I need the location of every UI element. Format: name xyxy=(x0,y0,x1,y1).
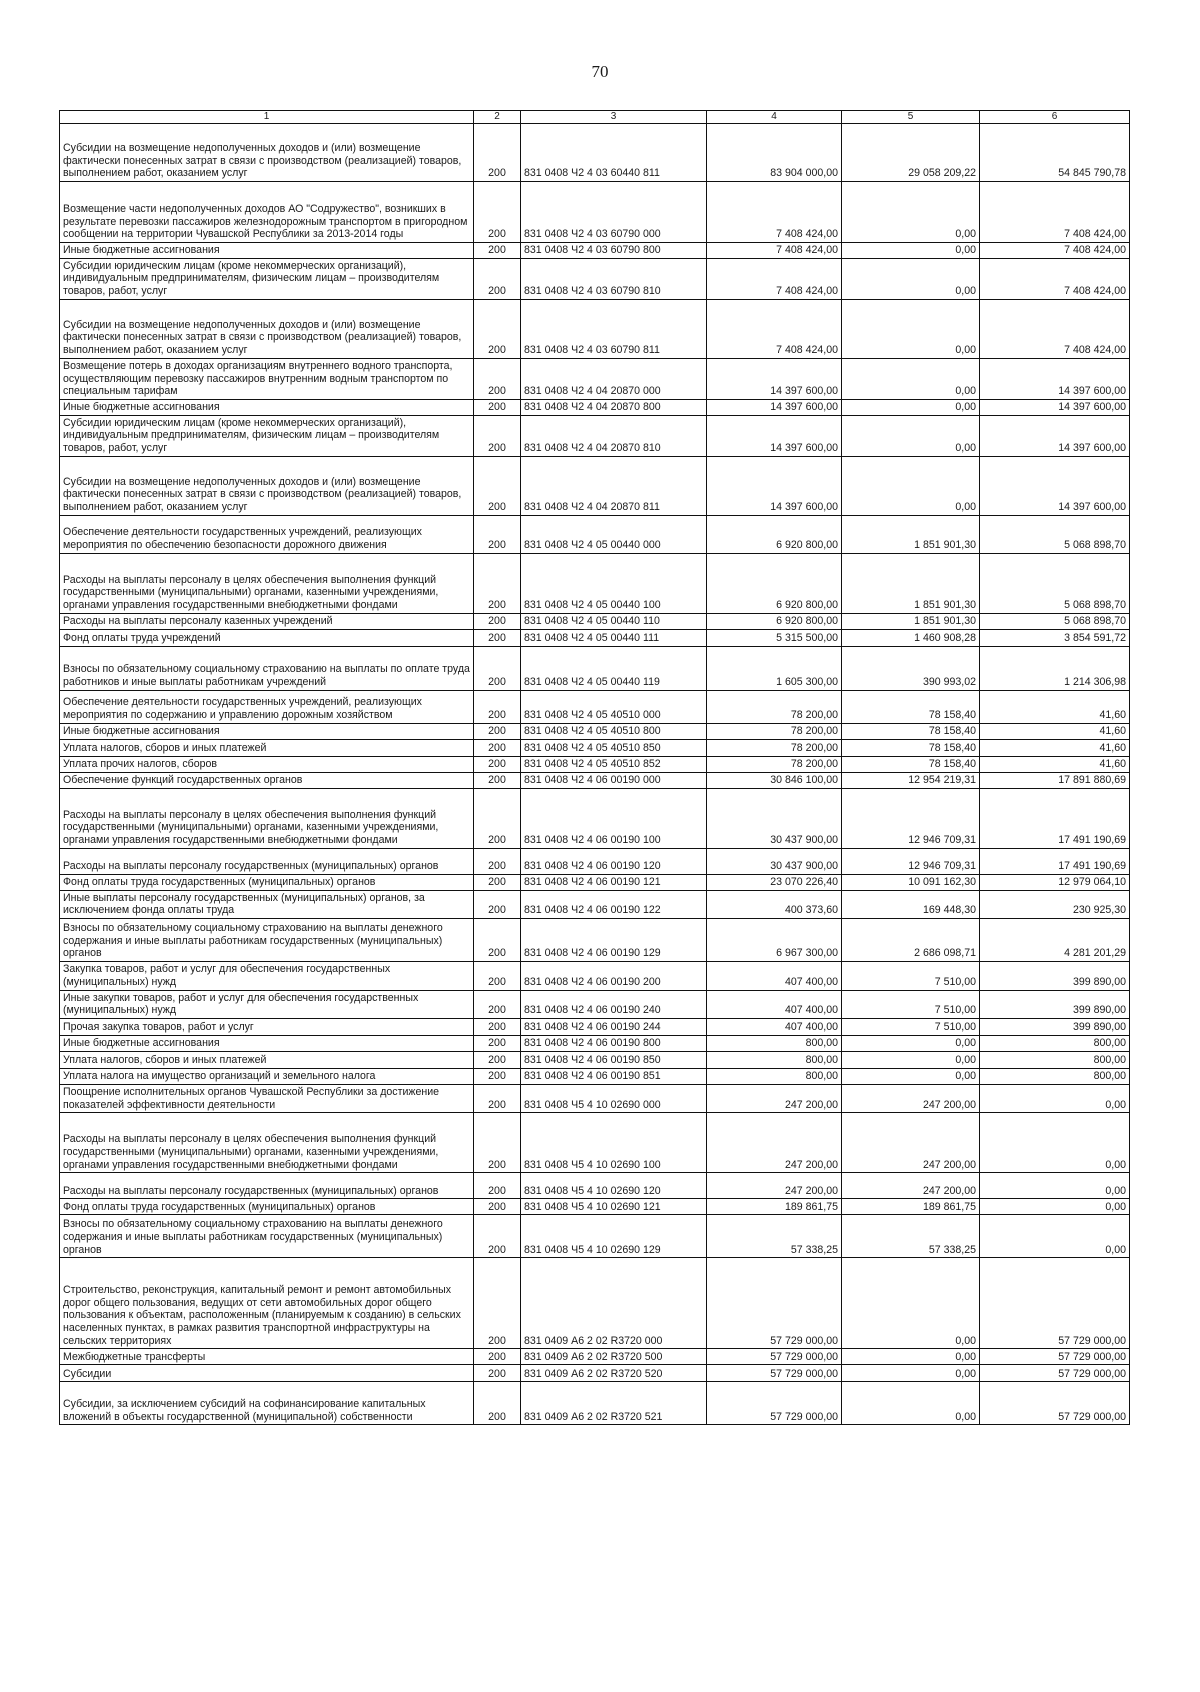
budget-classification-code: 831 0409 А6 2 02 R3720 000 xyxy=(521,1258,707,1349)
row-name: Фонд оплаты труда государственных (муниципальных) органов xyxy=(60,874,474,890)
row-name: Расходы на выплаты персоналу казенных учреждений xyxy=(60,613,474,629)
row-code: 200 xyxy=(474,772,521,788)
remaining-amount: 0,00 xyxy=(980,1173,1130,1199)
row-name: Субсидии на возмещение недополученных доходов и (или) возмещение фактически понесенных затрат в связи с производством (реализацией) товаров, выполнением работ, оказанием услуг xyxy=(60,299,474,358)
remaining-amount: 7 408 424,00 xyxy=(980,299,1130,358)
remaining-amount: 230 925,30 xyxy=(980,890,1130,918)
executed-amount: 0,00 xyxy=(842,182,980,243)
row-code: 200 xyxy=(474,919,521,962)
row-name: Обеспечение деятельности государственных учреждений, реализующих мероприятия по обеспечению безопасности дорожного движения xyxy=(60,515,474,553)
row-name: Уплата налогов, сборов и иных платежей xyxy=(60,739,474,756)
row-name: Субсидии на возмещение недополученных доходов и (или) возмещение фактически понесенных затрат в связи с производством (реализацией) товаров, выполнением работ, оказанием услуг xyxy=(60,456,474,515)
row-code: 200 xyxy=(474,1051,521,1068)
column-header-1: 1 xyxy=(60,111,474,124)
budget-classification-code: 831 0408 Ч2 4 05 40510 850 xyxy=(521,739,707,756)
row-code: 200 xyxy=(474,990,521,1018)
executed-amount: 12 954 219,31 xyxy=(842,772,980,788)
approved-amount: 247 200,00 xyxy=(707,1113,842,1173)
approved-amount: 14 397 600,00 xyxy=(707,456,842,515)
executed-amount: 12 946 709,31 xyxy=(842,848,980,874)
table-header-row xyxy=(60,111,1130,124)
executed-amount: 0,00 xyxy=(842,258,980,299)
row-code: 200 xyxy=(474,646,521,690)
budget-classification-code: 831 0408 Ч2 4 05 00440 111 xyxy=(521,629,707,646)
budget-classification-code: 831 0408 Ч5 4 10 02690 120 xyxy=(521,1173,707,1199)
executed-amount: 0,00 xyxy=(842,399,980,415)
executed-amount: 0,00 xyxy=(842,243,980,259)
row-name: Обеспечение функций государственных органов xyxy=(60,772,474,788)
budget-classification-code: 831 0409 А6 2 02 R3720 500 xyxy=(521,1349,707,1365)
remaining-amount: 5 068 898,70 xyxy=(980,515,1130,553)
remaining-amount: 41,60 xyxy=(980,756,1130,772)
budget-table xyxy=(59,110,1130,1425)
table-row xyxy=(60,258,1130,299)
row-name: Расходы на выплаты персоналу в целях обеспечения выполнения функций государственными (муниципальными) органами, казенными учреждениями, органами управления государственными внебюджетными фондами xyxy=(60,788,474,848)
row-name: Прочая закупка товаров, работ и услуг xyxy=(60,1018,474,1035)
budget-classification-code: 831 0408 Ч2 4 05 00440 100 xyxy=(521,553,707,613)
executed-amount: 78 158,40 xyxy=(842,723,980,739)
executed-amount: 0,00 xyxy=(842,1035,980,1051)
approved-amount: 57 729 000,00 xyxy=(707,1258,842,1349)
executed-amount: 2 686 098,71 xyxy=(842,919,980,962)
row-name: Иные бюджетные ассигнования xyxy=(60,723,474,739)
table-row xyxy=(60,756,1130,772)
remaining-amount: 800,00 xyxy=(980,1051,1130,1068)
remaining-amount: 5 068 898,70 xyxy=(980,553,1130,613)
approved-amount: 78 200,00 xyxy=(707,723,842,739)
column-header-6: 6 xyxy=(980,111,1130,124)
row-code: 200 xyxy=(474,182,521,243)
table-row xyxy=(60,962,1130,990)
approved-amount: 78 200,00 xyxy=(707,739,842,756)
approved-amount: 83 904 000,00 xyxy=(707,124,842,182)
approved-amount: 57 729 000,00 xyxy=(707,1349,842,1365)
executed-amount: 0,00 xyxy=(842,415,980,456)
budget-classification-code: 831 0408 Ч2 4 05 00440 119 xyxy=(521,646,707,690)
table-row xyxy=(60,1068,1130,1084)
executed-amount: 0,00 xyxy=(842,1349,980,1365)
row-name: Иные бюджетные ассигнования xyxy=(60,399,474,415)
column-header-2: 2 xyxy=(474,111,521,124)
row-name: Расходы на выплаты персоналу государственных (муниципальных) органов xyxy=(60,1173,474,1199)
table-row xyxy=(60,1035,1130,1051)
table-row xyxy=(60,788,1130,848)
remaining-amount: 14 397 600,00 xyxy=(980,456,1130,515)
budget-classification-code: 831 0408 Ч2 4 04 20870 810 xyxy=(521,415,707,456)
approved-amount: 800,00 xyxy=(707,1051,842,1068)
row-name: Иные закупки товаров, работ и услуг для обеспечения государственных (муниципальных) нужд xyxy=(60,990,474,1018)
row-name: Фонд оплаты труда государственных (муниципальных) органов xyxy=(60,1199,474,1215)
table-row xyxy=(60,515,1130,553)
row-code: 200 xyxy=(474,1199,521,1215)
table-row xyxy=(60,399,1130,415)
column-header-5: 5 xyxy=(842,111,980,124)
row-name: Фонд оплаты труда учреждений xyxy=(60,629,474,646)
approved-amount: 30 437 900,00 xyxy=(707,848,842,874)
budget-classification-code: 831 0409 А6 2 02 R3720 521 xyxy=(521,1382,707,1425)
row-code: 200 xyxy=(474,723,521,739)
approved-amount: 78 200,00 xyxy=(707,756,842,772)
row-name: Возмещение потерь в доходах организациям внутреннего водного транспорта, осуществляющим перевозку пассажиров внутренним водным транспортом по специальным тарифам xyxy=(60,358,474,399)
approved-amount: 7 408 424,00 xyxy=(707,182,842,243)
remaining-amount: 12 979 064,10 xyxy=(980,874,1130,890)
remaining-amount: 14 397 600,00 xyxy=(980,399,1130,415)
executed-amount: 1 851 901,30 xyxy=(842,553,980,613)
row-code: 200 xyxy=(474,739,521,756)
table-row xyxy=(60,613,1130,629)
table-row xyxy=(60,1365,1130,1382)
remaining-amount: 57 729 000,00 xyxy=(980,1365,1130,1382)
budget-classification-code: 831 0408 Ч2 4 03 60790 811 xyxy=(521,299,707,358)
budget-classification-code: 831 0408 Ч2 4 05 00440 110 xyxy=(521,613,707,629)
remaining-amount: 399 890,00 xyxy=(980,990,1130,1018)
budget-classification-code: 831 0409 А6 2 02 R3720 520 xyxy=(521,1365,707,1382)
budget-classification-code: 831 0408 Ч5 4 10 02690 000 xyxy=(521,1084,707,1112)
approved-amount: 407 400,00 xyxy=(707,962,842,990)
row-code: 200 xyxy=(474,515,521,553)
remaining-amount: 7 408 424,00 xyxy=(980,243,1130,259)
row-name: Возмещение части недополученных доходов АО "Содружество", возникших в результате перевозки пассажиров железнодорожным транспортом в пригородном сообщении на территории Чувашской Республики за 2013-2014 годы xyxy=(60,182,474,243)
executed-amount: 169 448,30 xyxy=(842,890,980,918)
approved-amount: 14 397 600,00 xyxy=(707,415,842,456)
row-code: 200 xyxy=(474,358,521,399)
table-row xyxy=(60,1018,1130,1035)
row-code: 200 xyxy=(474,1018,521,1035)
table-row xyxy=(60,646,1130,690)
column-header-4: 4 xyxy=(707,111,842,124)
table-row xyxy=(60,1349,1130,1365)
row-name: Межбюджетные трансферты xyxy=(60,1349,474,1365)
executed-amount: 78 158,40 xyxy=(842,739,980,756)
remaining-amount: 0,00 xyxy=(980,1084,1130,1112)
approved-amount: 6 920 800,00 xyxy=(707,515,842,553)
budget-classification-code: 831 0408 Ч2 4 06 00190 244 xyxy=(521,1018,707,1035)
executed-amount: 247 200,00 xyxy=(842,1173,980,1199)
approved-amount: 407 400,00 xyxy=(707,990,842,1018)
row-name: Расходы на выплаты персоналу в целях обеспечения выполнения функций государственными (муниципальными) органами, казенными учреждениями, органами управления государственными внебюджетными фондами xyxy=(60,553,474,613)
executed-amount: 7 510,00 xyxy=(842,962,980,990)
approved-amount: 189 861,75 xyxy=(707,1199,842,1215)
table-row xyxy=(60,848,1130,874)
row-code: 200 xyxy=(474,258,521,299)
table-row xyxy=(60,299,1130,358)
remaining-amount: 0,00 xyxy=(980,1199,1130,1215)
remaining-amount: 41,60 xyxy=(980,690,1130,723)
row-name: Расходы на выплаты персоналу в целях обеспечения выполнения функций государственными (муниципальными) органами, казенными учреждениями, органами управления государственными внебюджетными фондами xyxy=(60,1113,474,1173)
row-name: Обеспечение деятельности государственных учреждений, реализующих мероприятия по содержанию и управлению дорожным хозяйством xyxy=(60,690,474,723)
row-name: Поощрение исполнительных органов Чувашской Республики за достижение показателей эффективности деятельности xyxy=(60,1084,474,1112)
budget-classification-code: 831 0408 Ч2 4 06 00190 850 xyxy=(521,1051,707,1068)
table-row xyxy=(60,1113,1130,1173)
row-code: 200 xyxy=(474,690,521,723)
row-code: 200 xyxy=(474,1113,521,1173)
row-name: Субсидии юридическим лицам (кроме некоммерческих организаций), индивидуальным предпринимателям, физическим лицам – производителям товаров, работ, услуг xyxy=(60,415,474,456)
row-name: Уплата прочих налогов, сборов xyxy=(60,756,474,772)
budget-classification-code: 831 0408 Ч2 4 05 40510 800 xyxy=(521,723,707,739)
approved-amount: 400 373,60 xyxy=(707,890,842,918)
approved-amount: 78 200,00 xyxy=(707,690,842,723)
approved-amount: 57 729 000,00 xyxy=(707,1382,842,1425)
executed-amount: 0,00 xyxy=(842,1365,980,1382)
row-name: Субсидии, за исключением субсидий на софинансирование капитальных вложений в объекты государственной (муниципальной) собственности xyxy=(60,1382,474,1425)
remaining-amount: 800,00 xyxy=(980,1035,1130,1051)
row-name: Уплата налогов, сборов и иных платежей xyxy=(60,1051,474,1068)
executed-amount: 1 851 901,30 xyxy=(842,515,980,553)
row-code: 200 xyxy=(474,124,521,182)
budget-classification-code: 831 0408 Ч5 4 10 02690 100 xyxy=(521,1113,707,1173)
budget-classification-code: 831 0408 Ч2 4 05 00440 000 xyxy=(521,515,707,553)
executed-amount: 189 861,75 xyxy=(842,1199,980,1215)
row-name: Субсидии xyxy=(60,1365,474,1382)
row-name: Иные выплаты персоналу государственных (муниципальных) органов, за исключением фонда оплаты труда xyxy=(60,890,474,918)
remaining-amount: 17 491 190,69 xyxy=(980,788,1130,848)
table-row xyxy=(60,553,1130,613)
remaining-amount: 54 845 790,78 xyxy=(980,124,1130,182)
approved-amount: 30 846 100,00 xyxy=(707,772,842,788)
approved-amount: 6 920 800,00 xyxy=(707,553,842,613)
table-row xyxy=(60,629,1130,646)
remaining-amount: 7 408 424,00 xyxy=(980,258,1130,299)
table-row xyxy=(60,1199,1130,1215)
executed-amount: 78 158,40 xyxy=(842,690,980,723)
executed-amount: 247 200,00 xyxy=(842,1084,980,1112)
approved-amount: 247 200,00 xyxy=(707,1084,842,1112)
executed-amount: 1 851 901,30 xyxy=(842,613,980,629)
approved-amount: 1 605 300,00 xyxy=(707,646,842,690)
budget-classification-code: 831 0408 Ч2 4 06 00190 240 xyxy=(521,990,707,1018)
table-row xyxy=(60,1382,1130,1425)
executed-amount: 247 200,00 xyxy=(842,1113,980,1173)
budget-classification-code: 831 0408 Ч2 4 04 20870 800 xyxy=(521,399,707,415)
row-code: 200 xyxy=(474,456,521,515)
table-row xyxy=(60,690,1130,723)
executed-amount: 0,00 xyxy=(842,456,980,515)
page-number: 70 xyxy=(591,62,609,81)
budget-classification-code: 831 0408 Ч2 4 03 60790 800 xyxy=(521,243,707,259)
remaining-amount: 57 729 000,00 xyxy=(980,1382,1130,1425)
remaining-amount: 3 854 591,72 xyxy=(980,629,1130,646)
remaining-amount: 4 281 201,29 xyxy=(980,919,1130,962)
executed-amount: 10 091 162,30 xyxy=(842,874,980,890)
executed-amount: 0,00 xyxy=(842,1382,980,1425)
row-code: 200 xyxy=(474,890,521,918)
row-code: 200 xyxy=(474,629,521,646)
table-row xyxy=(60,874,1130,890)
budget-classification-code: 831 0408 Ч2 4 05 40510 000 xyxy=(521,690,707,723)
approved-amount: 14 397 600,00 xyxy=(707,358,842,399)
column-header-3: 3 xyxy=(521,111,707,124)
row-code: 200 xyxy=(474,788,521,848)
row-code: 200 xyxy=(474,399,521,415)
budget-classification-code: 831 0408 Ч2 4 03 60440 811 xyxy=(521,124,707,182)
remaining-amount: 399 890,00 xyxy=(980,962,1130,990)
budget-classification-code: 831 0408 Ч2 4 06 00190 200 xyxy=(521,962,707,990)
approved-amount: 23 070 226,40 xyxy=(707,874,842,890)
approved-amount: 6 920 800,00 xyxy=(707,613,842,629)
table-row xyxy=(60,1084,1130,1112)
row-code: 200 xyxy=(474,1084,521,1112)
executed-amount: 7 510,00 xyxy=(842,990,980,1018)
budget-classification-code: 831 0408 Ч2 4 06 00190 122 xyxy=(521,890,707,918)
remaining-amount: 800,00 xyxy=(980,1068,1130,1084)
budget-classification-code: 831 0408 Ч2 4 06 00190 120 xyxy=(521,848,707,874)
executed-amount: 1 460 908,28 xyxy=(842,629,980,646)
budget-classification-code: 831 0408 Ч2 4 06 00190 129 xyxy=(521,919,707,962)
table-row xyxy=(60,990,1130,1018)
row-code: 200 xyxy=(474,1258,521,1349)
budget-classification-code: 831 0408 Ч5 4 10 02690 121 xyxy=(521,1199,707,1215)
remaining-amount: 41,60 xyxy=(980,723,1130,739)
budget-classification-code: 831 0408 Ч2 4 04 20870 811 xyxy=(521,456,707,515)
executed-amount: 0,00 xyxy=(842,1051,980,1068)
table-row xyxy=(60,456,1130,515)
remaining-amount: 57 729 000,00 xyxy=(980,1349,1130,1365)
remaining-amount: 0,00 xyxy=(980,1215,1130,1258)
row-name: Иные бюджетные ассигнования xyxy=(60,243,474,259)
remaining-amount: 1 214 306,98 xyxy=(980,646,1130,690)
approved-amount: 800,00 xyxy=(707,1035,842,1051)
executed-amount: 390 993,02 xyxy=(842,646,980,690)
row-name: Уплата налога на имущество организаций и земельного налога xyxy=(60,1068,474,1084)
row-code: 200 xyxy=(474,756,521,772)
budget-classification-code: 831 0408 Ч2 4 06 00190 000 xyxy=(521,772,707,788)
table-row xyxy=(60,415,1130,456)
table-row xyxy=(60,890,1130,918)
approved-amount: 7 408 424,00 xyxy=(707,258,842,299)
approved-amount: 57 729 000,00 xyxy=(707,1365,842,1382)
budget-classification-code: 831 0408 Ч2 4 06 00190 121 xyxy=(521,874,707,890)
table-row xyxy=(60,1215,1130,1258)
row-code: 200 xyxy=(474,1365,521,1382)
approved-amount: 800,00 xyxy=(707,1068,842,1084)
budget-classification-code: 831 0408 Ч2 4 06 00190 100 xyxy=(521,788,707,848)
approved-amount: 5 315 500,00 xyxy=(707,629,842,646)
row-code: 200 xyxy=(474,874,521,890)
table-row xyxy=(60,739,1130,756)
row-code: 200 xyxy=(474,1068,521,1084)
approved-amount: 7 408 424,00 xyxy=(707,299,842,358)
row-name: Взносы по обязательному социальному страхованию на выплаты денежного содержания и иные выплаты работникам государственных (муниципальных) органов xyxy=(60,919,474,962)
budget-classification-code: 831 0408 Ч2 4 03 60790 810 xyxy=(521,258,707,299)
row-code: 200 xyxy=(474,962,521,990)
row-code: 200 xyxy=(474,1349,521,1365)
budget-classification-code: 831 0408 Ч2 4 06 00190 851 xyxy=(521,1068,707,1084)
remaining-amount: 0,00 xyxy=(980,1113,1130,1173)
remaining-amount: 399 890,00 xyxy=(980,1018,1130,1035)
budget-classification-code: 831 0408 Ч2 4 04 20870 000 xyxy=(521,358,707,399)
approved-amount: 7 408 424,00 xyxy=(707,243,842,259)
row-code: 200 xyxy=(474,1215,521,1258)
executed-amount: 7 510,00 xyxy=(842,1018,980,1035)
approved-amount: 14 397 600,00 xyxy=(707,399,842,415)
row-code: 200 xyxy=(474,1035,521,1051)
approved-amount: 57 338,25 xyxy=(707,1215,842,1258)
row-code: 200 xyxy=(474,613,521,629)
executed-amount: 78 158,40 xyxy=(842,756,980,772)
row-code: 200 xyxy=(474,1382,521,1425)
row-name: Расходы на выплаты персоналу государственных (муниципальных) органов xyxy=(60,848,474,874)
remaining-amount: 14 397 600,00 xyxy=(980,415,1130,456)
budget-classification-code: 831 0408 Ч2 4 03 60790 000 xyxy=(521,182,707,243)
budget-classification-code: 831 0408 Ч5 4 10 02690 129 xyxy=(521,1215,707,1258)
table-row xyxy=(60,1051,1130,1068)
remaining-amount: 57 729 000,00 xyxy=(980,1258,1130,1349)
table-row xyxy=(60,1173,1130,1199)
row-code: 200 xyxy=(474,1173,521,1199)
executed-amount: 29 058 209,22 xyxy=(842,124,980,182)
table-row xyxy=(60,723,1130,739)
remaining-amount: 17 491 190,69 xyxy=(980,848,1130,874)
approved-amount: 6 967 300,00 xyxy=(707,919,842,962)
remaining-amount: 41,60 xyxy=(980,739,1130,756)
row-name: Закупка товаров, работ и услуг для обеспечения государственных (муниципальных) нужд xyxy=(60,962,474,990)
table-row xyxy=(60,772,1130,788)
remaining-amount: 5 068 898,70 xyxy=(980,613,1130,629)
executed-amount: 0,00 xyxy=(842,299,980,358)
executed-amount: 57 338,25 xyxy=(842,1215,980,1258)
budget-classification-code: 831 0408 Ч2 4 05 40510 852 xyxy=(521,756,707,772)
row-name: Взносы по обязательному социальному страхованию на выплаты по оплате труда работников и иные выплаты работникам учреждений xyxy=(60,646,474,690)
budget-classification-code: 831 0408 Ч2 4 06 00190 800 xyxy=(521,1035,707,1051)
remaining-amount: 17 891 880,69 xyxy=(980,772,1130,788)
remaining-amount: 14 397 600,00 xyxy=(980,358,1130,399)
row-code: 200 xyxy=(474,848,521,874)
row-name: Строительство, реконструкция, капитальный ремонт и ремонт автомобильных дорог общего пользования, ведущих от сети автомобильных дорог общего пользования к объектам, расположенным (планируемым к созданию) в сельских населенных пунктах, в рамках развития транспортной инфраструктуры на сельских территориях xyxy=(60,1258,474,1349)
row-name: Субсидии на возмещение недополученных доходов и (или) возмещение фактически понесенных затрат в связи с производством (реализацией) товаров, выполнением работ, оказанием услуг xyxy=(60,124,474,182)
row-name: Взносы по обязательному социальному страхованию на выплаты денежного содержания и иные выплаты работникам государственных (муниципальных) органов xyxy=(60,1215,474,1258)
executed-amount: 0,00 xyxy=(842,1258,980,1349)
row-code: 200 xyxy=(474,553,521,613)
executed-amount: 0,00 xyxy=(842,358,980,399)
table-row xyxy=(60,124,1130,182)
remaining-amount: 7 408 424,00 xyxy=(980,182,1130,243)
table-row xyxy=(60,243,1130,259)
table-row xyxy=(60,358,1130,399)
approved-amount: 30 437 900,00 xyxy=(707,788,842,848)
table-row xyxy=(60,1258,1130,1349)
executed-amount: 12 946 709,31 xyxy=(842,788,980,848)
row-name: Иные бюджетные ассигнования xyxy=(60,1035,474,1051)
row-code: 200 xyxy=(474,415,521,456)
executed-amount: 0,00 xyxy=(842,1068,980,1084)
approved-amount: 407 400,00 xyxy=(707,1018,842,1035)
table-row xyxy=(60,182,1130,243)
row-code: 200 xyxy=(474,243,521,259)
row-code: 200 xyxy=(474,299,521,358)
table-row xyxy=(60,919,1130,962)
row-name: Субсидии юридическим лицам (кроме некоммерческих организаций), индивидуальным предпринимателям, физическим лицам – производителям товаров, работ, услуг xyxy=(60,258,474,299)
approved-amount: 247 200,00 xyxy=(707,1173,842,1199)
